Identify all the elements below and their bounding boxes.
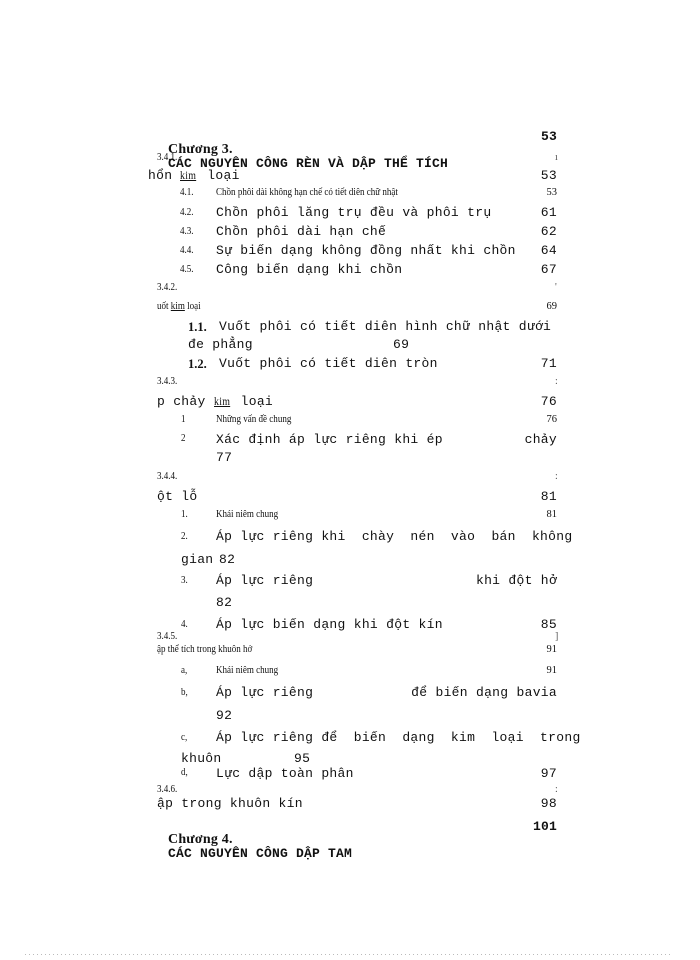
item-page: 69 xyxy=(393,337,410,352)
item-title: Lực dập toàn phân xyxy=(216,766,354,781)
section-page: 81 xyxy=(540,489,557,504)
item-number: 4. xyxy=(181,619,188,630)
item-page: 95 xyxy=(294,751,311,766)
item-number: 2 xyxy=(181,433,186,444)
item-number: 4.1. xyxy=(180,187,194,198)
item-title-a: Áp lực riêng xyxy=(216,685,314,700)
item-number: 4.5. xyxy=(180,264,194,275)
item-page: 82 xyxy=(216,595,233,610)
section-title: uốt kim loại xyxy=(157,301,201,312)
item-page: 64 xyxy=(540,243,557,258)
item-title: Áp lực biến dạng khi đột kín xyxy=(216,617,443,632)
item-number: 1. xyxy=(181,509,188,520)
item-title: Khái niêm chung xyxy=(216,665,279,676)
item-title-line2: đe phẳng xyxy=(188,337,253,352)
item-title-line2: khuôn xyxy=(181,751,222,766)
item-title: Vuốt phôi có tiết diên tròn xyxy=(219,356,438,371)
item-page: 92 xyxy=(216,708,233,723)
edge-fragment: : xyxy=(555,376,558,387)
section-number: 3.4.5. xyxy=(157,631,178,642)
item-title: Chồn phôi lăng trụ đều và phôi trụ xyxy=(216,205,492,220)
item-page: 81 xyxy=(546,509,557,520)
section-number: 3.4.2. xyxy=(157,282,178,293)
chapter-4-heading xyxy=(136,820,352,873)
item-title-line1: Áp lực riêng khi chày nén vào bán không xyxy=(216,529,573,544)
item-page: 61 xyxy=(540,205,557,220)
section-title: hổn kim loại xyxy=(148,168,240,183)
item-page: 91 xyxy=(546,665,557,676)
item-title: Khái niêm chung xyxy=(216,509,279,520)
item-title-b: chảy xyxy=(524,432,557,447)
section-title: ập thể tích trong khuôn hở xyxy=(157,644,253,655)
section-number: 3.4.6. xyxy=(157,784,178,795)
item-title: Chồn phôi dài không hạn chế có tiết diên chữ nhật xyxy=(216,187,398,198)
section-page: 98 xyxy=(540,796,557,811)
item-page: 82 xyxy=(219,552,236,567)
item-number: 2. xyxy=(181,531,188,542)
item-title-line1: Vuốt phôi có tiết diên hình chữ nhật dưới xyxy=(219,319,552,334)
chapter-3-label: Chương 3. xyxy=(168,142,233,157)
chapter-4-page: 101 xyxy=(532,819,557,834)
item-number: d, xyxy=(181,767,188,778)
section-title: p chảy kim loại xyxy=(157,394,274,409)
item-number: b, xyxy=(181,687,188,698)
section-number: 3.4.3. xyxy=(157,376,178,387)
item-title: Sự biến dạng không đồng nhất khi chồn xyxy=(216,243,516,258)
item-page: 67 xyxy=(540,262,557,277)
item-title: Những vấn đề chung xyxy=(216,414,292,425)
item-title-b: để biến dạng bavia xyxy=(411,685,557,700)
chapter-3-title: CÁC NGUYÊN CÔNG RÈN VÀ DẬP THỂ TÍCH xyxy=(168,156,449,171)
item-number: 1 xyxy=(181,414,186,425)
edge-fragment: ] xyxy=(555,631,559,642)
section-page: 69 xyxy=(546,301,557,312)
section-number: 3.4.4. xyxy=(157,471,178,482)
item-page: 71 xyxy=(540,356,557,371)
item-title-line1: Áp lực riêng để biến dạng kim loại trong xyxy=(216,730,581,745)
item-page: 97 xyxy=(540,766,557,781)
chapter-4-title: CÁC NGUYÊN CÔNG DẬP TAM xyxy=(168,846,353,861)
section-title: ập trong khuôn kín xyxy=(157,796,303,811)
item-page: 53 xyxy=(546,187,557,198)
edge-fragment: : xyxy=(555,471,558,482)
edge-fragment: ı xyxy=(555,152,558,163)
item-title-a: Xác định áp lực riêng khi ép xyxy=(216,432,443,447)
item-number: a, xyxy=(181,665,188,676)
item-page: 62 xyxy=(540,224,557,239)
item-number: 4.2. xyxy=(180,207,194,218)
section-page: 91 xyxy=(546,644,557,655)
item-title-line2: gian xyxy=(181,552,214,567)
item-title-a: Áp lực riêng xyxy=(216,573,314,588)
section-page: 76 xyxy=(540,394,557,409)
item-number: 3. xyxy=(181,575,188,586)
item-number: 4.3. xyxy=(180,226,194,237)
chapter-3-page: 53 xyxy=(540,129,557,144)
edge-fragment: : xyxy=(555,784,558,795)
item-number: c, xyxy=(181,732,188,743)
item-title: Chồn phôi dài hạn chế xyxy=(216,224,387,239)
item-title-b: khi đột hở xyxy=(475,573,557,588)
section-title: ột lỗ xyxy=(157,489,198,504)
chapter-4-label: Chương 4. xyxy=(168,832,233,847)
item-page: 77 xyxy=(216,450,233,465)
item-page: 76 xyxy=(546,414,557,425)
edge-fragment: ' xyxy=(555,282,557,293)
item-page: 85 xyxy=(540,617,557,632)
item-number: 1.1. xyxy=(188,320,207,334)
item-title: Công biến dạng khi chồn xyxy=(216,262,403,277)
page-bottom-dotted-border xyxy=(25,954,673,955)
item-number: 1.2. xyxy=(188,357,207,371)
section-number: 3.4.1. xyxy=(157,152,178,163)
section-page: 53 xyxy=(540,168,557,183)
item-number: 4.4. xyxy=(180,245,194,256)
